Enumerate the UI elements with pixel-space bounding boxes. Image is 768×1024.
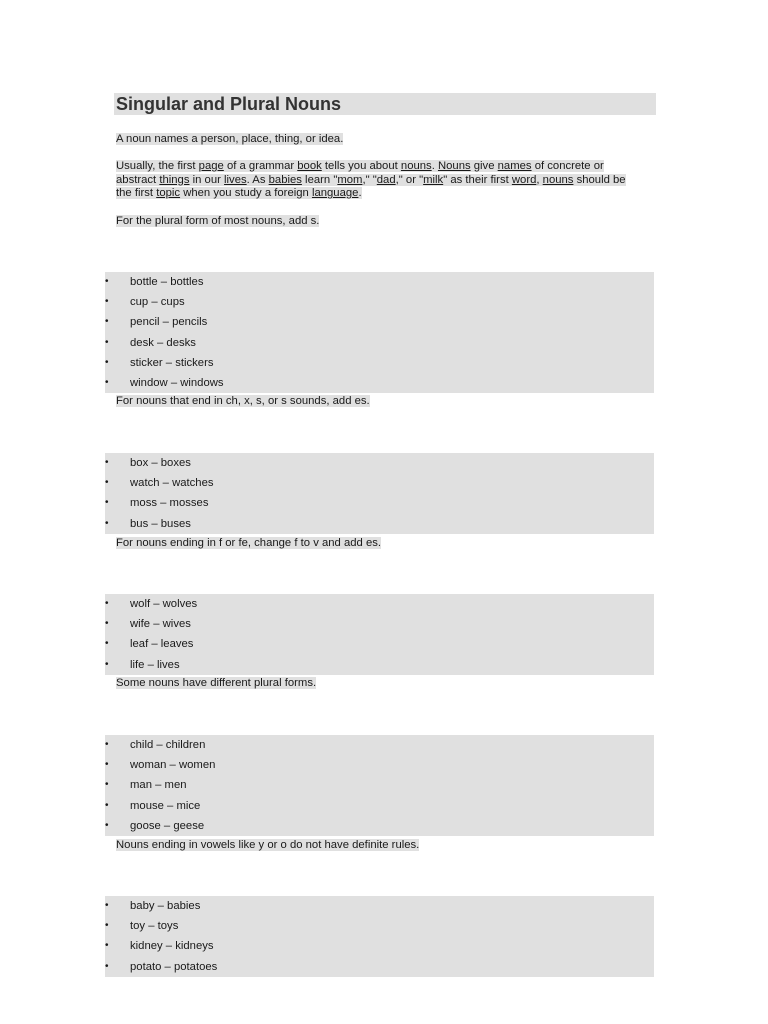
bullet-icon: • — [105, 819, 109, 831]
bullet-icon: • — [105, 296, 109, 308]
bullet-icon: • — [105, 457, 109, 468]
list-item: • man – men — [105, 775, 654, 795]
list-item: • toy – toys — [105, 916, 654, 936]
list-item: • mouse – mice — [105, 796, 654, 816]
list-item: • leaf – leaves — [105, 634, 654, 654]
bullet-icon: • — [105, 316, 109, 328]
bullet-icon: • — [105, 940, 109, 952]
list-item: • potato – potatoes — [105, 957, 654, 977]
example-list — [105, 594, 654, 675]
bullet-icon: • — [105, 920, 109, 932]
link-lives[interactable]: lives — [224, 173, 247, 186]
link-babies[interactable]: babies — [268, 173, 302, 186]
link-page[interactable]: page — [198, 160, 224, 172]
list-item: • bus – buses — [105, 514, 654, 534]
link-nouns[interactable]: nouns — [542, 173, 574, 186]
bullet-icon: • — [105, 799, 109, 811]
link-word[interactable]: word — [511, 173, 537, 186]
list-item: • baby – babies — [105, 896, 654, 916]
link-dad[interactable]: dad — [376, 173, 396, 186]
list-item: • moss – mosses — [105, 493, 654, 513]
list-item: • window – windows — [105, 373, 654, 393]
link-milk[interactable]: milk — [423, 173, 444, 186]
paragraph-line: abstract things in our lives. As babies learn "mom," "dad," or "milk" as their first word, nouns should be — [116, 173, 626, 186]
bullet-icon: • — [105, 658, 109, 670]
list-item: • goose – geese — [105, 816, 654, 836]
paragraph-line: Usually, the first page of a grammar book tells you about nouns. Nouns give names of concrete or — [116, 160, 604, 172]
bullet-icon: • — [105, 960, 109, 972]
list-item: • wolf – wolves — [105, 594, 654, 614]
list-item: • pencil – pencils — [105, 312, 654, 332]
link-nouns[interactable]: nouns — [400, 160, 432, 172]
bullet-icon: • — [105, 618, 109, 630]
rule-text: Nouns ending in vowels like y or o do not have definite rules. — [116, 839, 420, 851]
rule-text: For the plural form of most nouns, add s. — [116, 215, 320, 227]
list-item: • wife – wives — [105, 614, 654, 634]
list-item: • life – lives — [105, 655, 654, 675]
link-topic[interactable]: topic — [156, 187, 181, 199]
example-list — [105, 272, 654, 393]
example-list — [105, 453, 654, 534]
bullet-icon: • — [105, 517, 109, 529]
bullet-icon: • — [105, 598, 109, 609]
bullet-icon: • — [105, 356, 109, 368]
list-item: • watch – watches — [105, 473, 654, 493]
paragraph-line: the first topic when you study a foreign language. — [116, 187, 362, 199]
example-list — [105, 896, 654, 977]
list-item: • box – boxes — [105, 453, 654, 473]
list-item: • bottle – bottles — [105, 272, 654, 292]
link-nouns[interactable]: Nouns — [437, 160, 471, 172]
body-paragraph — [116, 160, 656, 201]
bullet-icon: • — [105, 497, 109, 509]
rule-text: For nouns that end in ch, x, s, or s sounds, add es. — [116, 395, 370, 407]
intro-sentence: A noun names a person, place, thing, or idea. — [116, 133, 344, 145]
link-things[interactable]: things — [159, 173, 190, 186]
link-language[interactable]: language — [311, 187, 359, 199]
bullet-icon: • — [105, 900, 109, 911]
link-book[interactable]: book — [297, 160, 322, 172]
example-list — [105, 735, 654, 836]
intro-text — [116, 133, 343, 147]
bullet-icon: • — [105, 779, 109, 791]
list-item: • woman – women — [105, 755, 654, 775]
link-names[interactable]: names — [497, 160, 532, 172]
bullet-icon: • — [105, 276, 109, 287]
bullet-icon: • — [105, 336, 109, 348]
rule-text: Some nouns have different plural forms. — [116, 677, 317, 689]
bullet-icon: • — [105, 376, 109, 388]
bullet-icon: • — [105, 739, 109, 750]
rule-text: For nouns ending in f or fe, change f to v and add es. — [116, 537, 382, 549]
bullet-icon: • — [105, 477, 109, 489]
bullet-icon: • — [105, 638, 109, 650]
list-item: • cup – cups — [105, 292, 654, 312]
bullet-icon: • — [105, 759, 109, 771]
page-title: Singular and Plural Nouns — [114, 93, 656, 115]
list-item: • child – children — [105, 735, 654, 755]
list-item: • kidney – kidneys — [105, 936, 654, 956]
list-item: • desk – desks — [105, 333, 654, 353]
link-mom[interactable]: mom — [337, 173, 363, 186]
list-item: • sticker – stickers — [105, 353, 654, 373]
